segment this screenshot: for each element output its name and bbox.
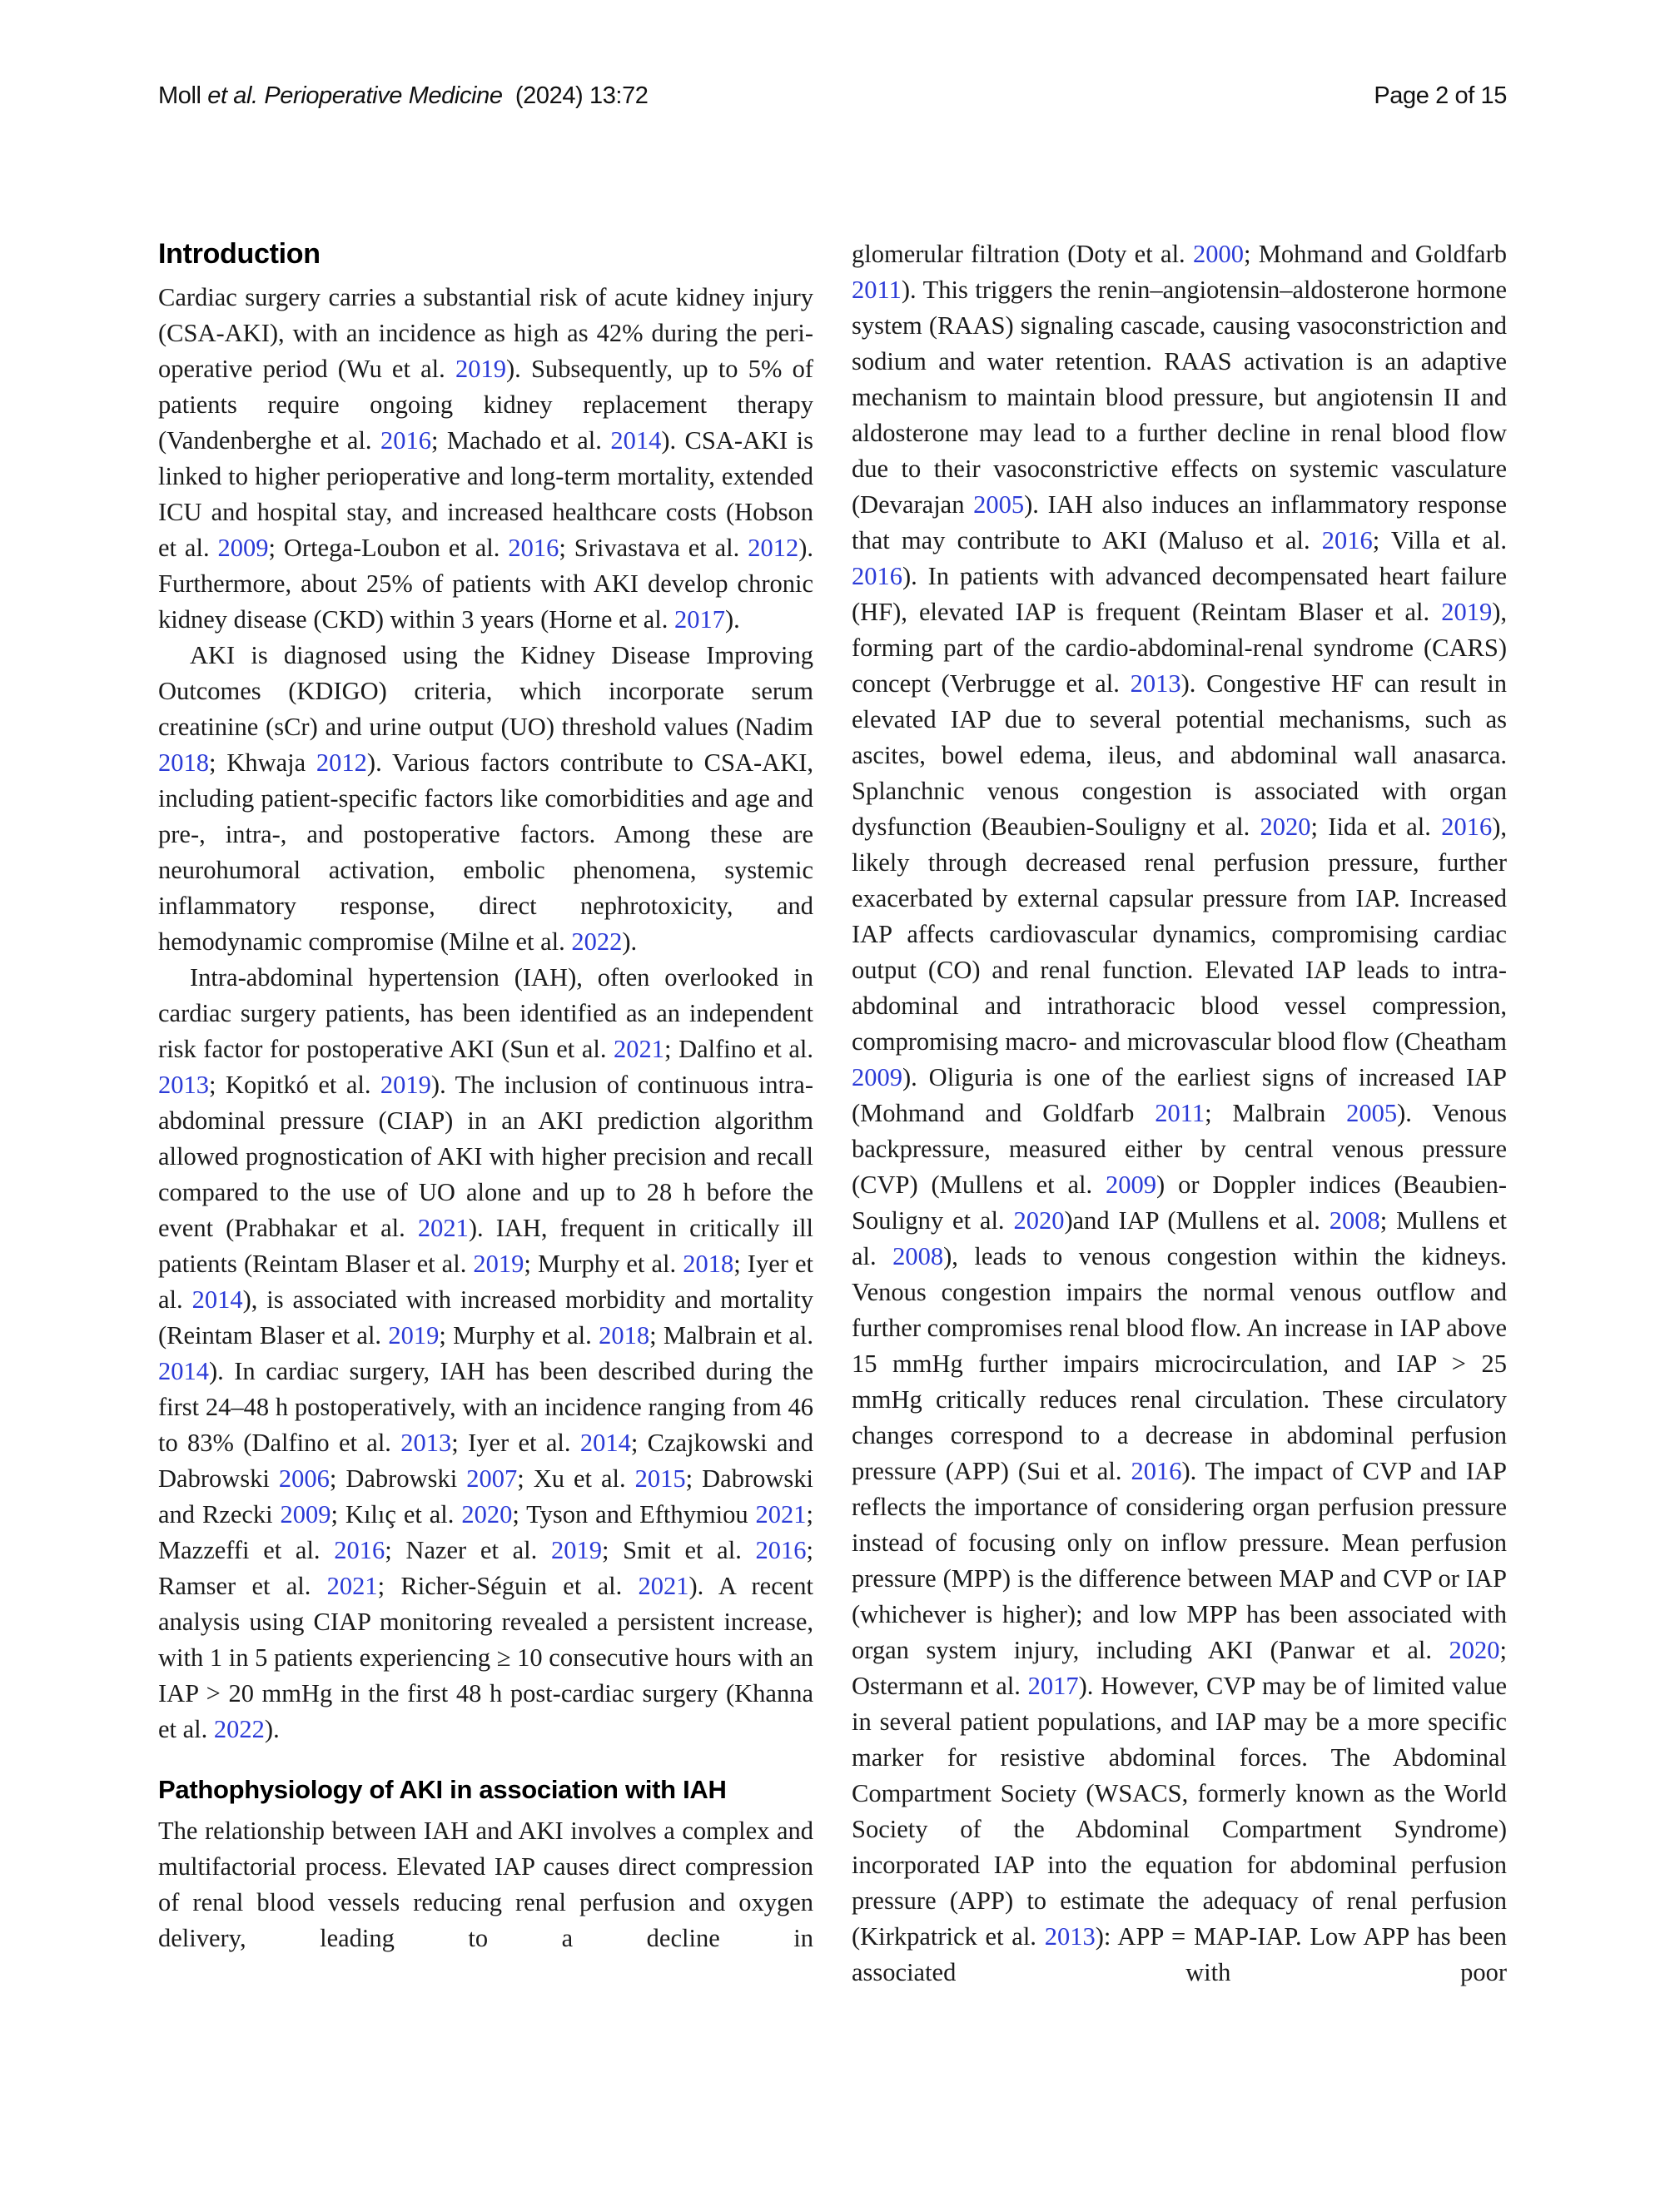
citation-year-link[interactable]: 2019 bbox=[1441, 598, 1493, 626]
citation-year-link[interactable]: 2013 bbox=[400, 1429, 452, 1457]
citation-year-link[interactable]: 2016 bbox=[508, 534, 559, 562]
citation-year-link[interactable]: 2021 bbox=[326, 1572, 378, 1600]
citation-year-link[interactable]: 2009 bbox=[1106, 1171, 1157, 1199]
citation-year-link[interactable]: 2009 bbox=[217, 534, 269, 562]
citation-year-link[interactable]: 2011 bbox=[852, 276, 902, 304]
citation-year-link[interactable]: 2021 bbox=[417, 1214, 469, 1242]
left-column bbox=[158, 236, 813, 1991]
citation-year-link[interactable]: 2013 bbox=[1130, 669, 1181, 698]
citation-year-link[interactable]: 2020 bbox=[461, 1500, 513, 1529]
introduction-heading: Introduction bbox=[158, 238, 321, 270]
paragraph: Cardiac surgery carries a substantial risk of acute kidney injury (CSA-AKI), with an incidence as high as 42% during the peri-operative period (Wu et al. 2019). Subsequently, up to 5% of patients require ongoing kidney replacement therapy (Vandenberghe et al. 2016; Machado et al. 2014). CSA-AKI is linked to higher perioperative and long-term mortality, extended ICU and hospital stay, and increased healthcare costs (Hobson et al. 2009; Ortega-Loubon et al. 2016; Srivastava et al. 2012). Furthermore, about 25% of patients with AKI develop chronic kidney disease (CKD) within 3 years (Horne et al. 2017). bbox=[158, 283, 814, 634]
paragraph: Intra-abdominal hypertension (IAH), often overlooked in cardiac surgery patients, has been identified as an independent risk factor for postoperative AKI (Sun et al. 2021; Dalfino et al. 2013; Kopitkó et al. 2019). The inclusion of continuous intra-abdominal pressure (CIAP) in an AKI prediction algorithm allowed prognostication of AKI with higher precision and recall compared to the use of UO alone and up to 28 h before the event (Prabhakar et al. 2021). IAH, frequent in critically ill patients (Reintam Blaser et al. 2019; Murphy et al. 2018; Iyer et al. 2014), is associated with increased morbidity and mortality (Reintam Blaser et al. 2019; Murphy et al. 2018; Malbrain et al. 2014). In cardiac surgery, IAH has been described during the first 24–48 h postoperatively, with an incidence ranging from 46 to 83% (Dalfino et al. 2013; Iyer et al. 2014; Czajkowski and Dabrowski 2006; Dabrowski 2007; Xu et al. 2015; Dabrowski and Rzecki 2009; Kılıç et al. 2020; Tyson and Efthymiou 2021; Mazzeffi et al. 2016; Nazer et al. 2019; Smit et al. 2016; Ramser et al. 2021; Richer-Séguin et al. 2021). A recent analysis using CIAP monitoring revealed a persistent increase, with 1 in 5 patients experiencing ≥ 10 consecutive hours with an IAP > 20 mmHg in the first 48 h post-cardiac surgery (Khanna et al. 2022). bbox=[158, 963, 814, 1743]
citation-year-link[interactable]: 2012 bbox=[748, 534, 799, 562]
citation-year-link[interactable]: 2019 bbox=[455, 355, 506, 383]
citation-year-link[interactable]: 2008 bbox=[892, 1242, 944, 1270]
citation-year-link[interactable]: 2011 bbox=[1155, 1099, 1205, 1127]
citation-year-link[interactable]: 2014 bbox=[610, 426, 662, 455]
citation-year-link[interactable]: 2014 bbox=[191, 1285, 243, 1314]
citation-year-link[interactable]: 2007 bbox=[466, 1464, 518, 1493]
citation-year-link[interactable]: 2018 bbox=[599, 1321, 650, 1350]
citation-year-link[interactable]: 2000 bbox=[1193, 240, 1244, 268]
journal-name: et al. Perioperative Medicine bbox=[207, 82, 503, 109]
citation-year-link[interactable]: 2020 bbox=[1013, 1206, 1065, 1235]
citation-year-link[interactable]: 2019 bbox=[550, 1536, 602, 1564]
citation-year-link[interactable]: 2005 bbox=[973, 490, 1025, 519]
citation-year-link[interactable]: 2009 bbox=[280, 1500, 331, 1529]
paragraph: AKI is diagnosed using the Kidney Disease Improving Outcomes (KDIGO) criteria, which incorporate serum creatinine (sCr) and urine output (UO) threshold values (Nadim 2018; Khwaja 2012). Various factors contribute to CSA-AKI, including patient-specific factors like comorbidities and age and pre-, intra-, and postoperative factors. Among these are neurohumoral activation, embolic phenomena, systemic inflammatory response, direct nephrotoxicity, and hemodynamic compromise (Milne et al. 2022). bbox=[158, 641, 813, 956]
citation-year-link[interactable]: 2021 bbox=[614, 1035, 665, 1063]
issue-info: (2024) 13:72 bbox=[502, 82, 649, 109]
citation-year-link[interactable]: 2016 bbox=[1441, 813, 1493, 841]
paragraph: glomerular filtration (Doty et al. 2000; Mohmand and Goldfarb 2011). This triggers the renin–angiotensin–aldosterone hormone system (RAAS) signaling cascade, causing vasoconstriction and sodium and water retention. RAAS activation is an adaptive mechanism to maintain blood pressure, but angiotensin II and aldosterone may lead to a further decline in renal blood flow due to their vasoconstrictive effects on systemic vasculature (Devarajan 2005). IAH also induces an inflammatory response that may contribute to AKI (Maluso et al. 2016; Villa et al. 2016). In patients with advanced decompensated heart failure (HF), elevated IAP is frequent (Reintam Blaser et al. 2019), forming part of the cardio-abdominal-renal syndrome (CARS) concept (Verbrugge et al. 2013). Congestive HF can result in elevated IAP due to several potential mechanisms, such as ascites, bowel edema, ileus, and abdominal wall anasarca. Splanchnic venous congestion is associated with organ dysfunction (Beaubien-Souligny et al. 2020; Iida et al. 2016), likely through decreased renal perfusion pressure, further exacerbated by external capsular pressure from IAP. Increased IAP affects cardiovascular dynamics, compromising cardiac output (CO) and renal function. Elevated IAP leads to intra-abdominal and intrathoracic blood vessel compression, compromising macro- and microvascular blood flow (Cheatham 2009). Oliguria is one of the earliest signs of increased IAP (Mohmand and Goldfarb 2011; Malbrain 2005). Venous backpressure, measured either by central venous pressure (CVP) (Mullens et al. 2009) or Doppler indices (Beaubien-Souligny et al. 2020)and IAP (Mullens et al. 2008; Mullens et al. 2008), leads to venous congestion within the kidneys. Venous congestion impairs the normal venous outflow and further compromises renal blood flow. An increase in IAP above 15 mmHg further impairs microcirculation, and IAP > 25 mmHg critically reduces renal circulation. These circulatory changes correspond to a decrease in abdominal perfusion pressure (APP) (Sui et al. 2016). The impact of CVP and IAP reflects the importance of considering organ perfusion pressure instead of focusing only on inflow pressure. Mean perfusion pressure (MPP) is the difference between MAP and CVP or IAP (whichever is higher); and low MPP has been associated with organ system injury, including AKI (Panwar et al. 2020; Ostermann et al. 2017). However, CVP may be of limited value in several patient populations, and IAP may be a more specific marker for resistive abdominal forces. The Abdominal Compartment Society (WSACS, formerly known as the World Society of the Abdominal Compartment Syndrome) incorporated IAP into the equation for abdominal perfusion pressure (APP) to estimate the adequacy of renal perfusion (Kirkpatrick et al. 2013): APP = MAP-IAP. Low APP has been associated with poor bbox=[852, 240, 1508, 1986]
citation-year-link[interactable]: 2019 bbox=[388, 1321, 440, 1350]
paragraph: The relationship between IAH and AKI involves a complex and multifactorial process. Elevated IAP causes direct compression of renal blood vessels reducing renal perfusion and oxygen delivery, leading to a decline in bbox=[158, 1817, 813, 1952]
citation-year-link[interactable]: 2019 bbox=[380, 1071, 431, 1099]
citation-year-link[interactable]: 2016 bbox=[334, 1536, 385, 1564]
citation-year-link[interactable]: 2006 bbox=[278, 1464, 330, 1493]
citation-year-link[interactable]: 2018 bbox=[158, 748, 209, 777]
citation-year-link[interactable]: 2009 bbox=[852, 1063, 902, 1091]
citation-year-link[interactable]: 2016 bbox=[380, 426, 431, 455]
journal-citation bbox=[158, 82, 649, 110]
citation-year-link[interactable]: 2020 bbox=[1260, 813, 1311, 841]
citation-year-link[interactable]: 2013 bbox=[1044, 1922, 1096, 1951]
citation-year-link[interactable]: 2017 bbox=[1027, 1672, 1079, 1700]
citation-year-link[interactable]: 2017 bbox=[674, 605, 725, 634]
citation-year-link[interactable]: 2018 bbox=[683, 1250, 734, 1278]
citation-year-link[interactable]: 2021 bbox=[755, 1500, 807, 1529]
citation-year-link[interactable]: 2016 bbox=[852, 562, 902, 590]
citation-year-link[interactable]: 2021 bbox=[638, 1572, 689, 1600]
citation-year-link[interactable]: 2013 bbox=[158, 1071, 209, 1099]
citation-year-link[interactable]: 2014 bbox=[158, 1357, 209, 1385]
section-heading: Pathophysiology of AKI in association with IAH bbox=[158, 1775, 727, 1804]
author-name: Moll bbox=[158, 82, 208, 109]
citation-year-link[interactable]: 2022 bbox=[571, 927, 623, 956]
page-number: Page 2 of 15 bbox=[1374, 82, 1507, 109]
citation-year-link[interactable]: 2014 bbox=[579, 1429, 631, 1457]
citation-year-link[interactable]: 2022 bbox=[213, 1715, 265, 1743]
article-body bbox=[158, 236, 1507, 1991]
citation-year-link[interactable]: 2016 bbox=[755, 1536, 807, 1564]
citation-year-link[interactable]: 2020 bbox=[1449, 1636, 1500, 1664]
citation-year-link[interactable]: 2005 bbox=[1346, 1099, 1398, 1127]
right-column bbox=[852, 236, 1507, 1991]
citation-year-link[interactable]: 2015 bbox=[634, 1464, 686, 1493]
running-head bbox=[158, 82, 1507, 110]
citation-year-link[interactable]: 2016 bbox=[1131, 1457, 1182, 1485]
citation-year-link[interactable]: 2008 bbox=[1329, 1206, 1380, 1235]
citation-year-link[interactable]: 2016 bbox=[1321, 526, 1373, 554]
citation-year-link[interactable]: 2012 bbox=[316, 748, 367, 777]
citation-year-link[interactable]: 2019 bbox=[473, 1250, 524, 1278]
